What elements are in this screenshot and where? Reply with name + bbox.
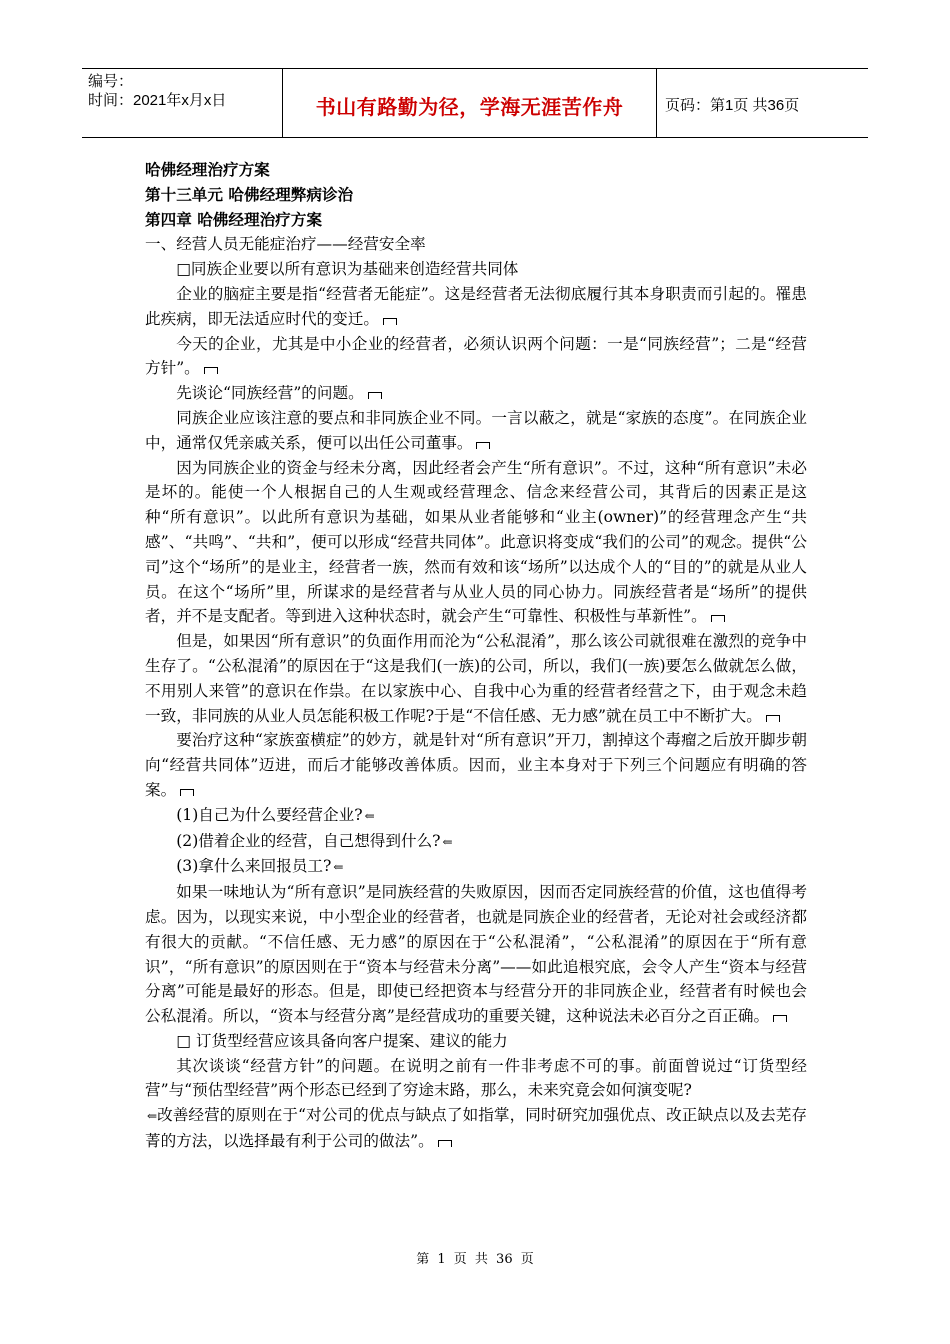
document-body: [145, 158, 807, 1154]
page-footer: 第 1 页 共 36 页: [416, 1252, 534, 1267]
paragraph-mark-icon: [766, 715, 780, 722]
document-title: 哈佛经理治疗方案: [145, 160, 270, 179]
header-motto-cell: [282, 69, 657, 137]
header-page-cell: [657, 69, 868, 137]
header-page-info: 页码：第1页 共36页: [665, 97, 800, 114]
paragraph: 今天的企业，尤其是中小企业的经营者，必须认识两个问题：一是“同族经营”；二是“经营方针”。: [145, 334, 807, 378]
line-break-icon: ⇐: [442, 834, 453, 849]
question-item: (2)借着企业的经营，自己想得到什么? ⇐: [176, 831, 453, 850]
paragraph: 如果一味地认为“所有意识”是同族经营的失败原因，因而否定同族经营的价值，这也值得考虑。因为，以现实来说，中小型企业的经营者，也就是同族企业的经营者，无论对社会或经济都有很大的贡献。“不信任感、无力感”的原因在于“公私混淆”，“公私混淆”的原因在于“所有意识”，“所有意识”的原因则在于“资本与经营未分离”——如此追根究底，会令人产生“资本与经营分离”可能是最好的形态。但是，即使已经把资本与经营分开的非同族企业，经营者有时候也会公私混淆。所以，“资本与经营分离”是经营成功的重要关键，这种说法未必百分之百正确。: [145, 883, 807, 1026]
subsection-order-business: □ 订货型经营应该具备向客户提案、建议的能力: [176, 1031, 508, 1050]
paragraph: 因为同族企业的资金与经未分离，因此经者会产生“所有意识”。不过，这种“所有意识”未必是坏的。能使一个人根据自己的人生观或经营理念、信念来经营公司，其背后的因素正是这种“所有意识”。以此所有意识为基础，如果从业者能够和“业主(owner)”的经营理念产生“共感”、“共鸣”、“共和”，便可以形成“经营共同体”。此意识将变成“我们的公司”的观念。提供“公司”这个“场所”的是业主，经营者一族，然而有效和该“场所”以达成个人的“目的”的就是从业人员。在这个“场所”里，所谋求的是经营者与从业人员的同心协力。同族经营者是“场所”的提供者，并不是支配者。等到进入这种状态时，就会产生“可靠性、积极性与革新性”。: [145, 458, 807, 626]
paragraph: 其次谈谈“经营方针”的问题。在说明之前有一件非考虑不可的事。前面曾说过“订货型经营”与“预估型经营”两个形态已经到了穷途末路，那么，未来究竟会如何演变呢? ⇐改善经营的原则在于“对公司的优点与缺点了如指掌，同时研究加强优点、改正缺点以及去芜存菁的方法，以选择最有利于公司的做法”。: [145, 1056, 807, 1151]
unit-heading: 第十三单元 哈佛经理弊病诊治: [145, 184, 354, 204]
paragraph: 但是，如果因“所有意识”的负面作用而沦为“公私混淆”，那么该公司就很难在激烈的竞争中生存了。“公私混淆”的原因在于“这是我们(一族)的公司，所以，我们(一族)要怎么做就怎么做，不用别人来管”的意识在作祟。在以家族中心、自我中心为重的经营者经营之下，由于观念未趋一致，非同族的从业人员怎能积极工作呢?于是“不信任感、无力感”就在员工中不断扩大。: [145, 632, 807, 725]
question-item: (1)自己为什么要经营企业? ⇐: [176, 805, 375, 824]
header-left-cell: [82, 69, 282, 137]
paragraph-mark-icon: [368, 392, 382, 399]
line-break-icon: ⇐: [333, 860, 344, 875]
page-header: [82, 68, 868, 138]
paragraph-mark-icon: [438, 1140, 452, 1147]
paragraph-mark-icon: [383, 318, 397, 325]
line-break-icon: ⇐: [364, 808, 375, 823]
document-date: 时间：2021年x月x日: [88, 92, 227, 109]
paragraph-mark-icon: [180, 789, 194, 796]
subsection-family-business: □同族企业要以所有意识为基础来创造经营共同体: [176, 260, 519, 279]
paragraph: 同族企业应该注意的要点和非同族企业不同。一言以蔽之，就是“家族的态度”。在同族企业中，通常仅凭亲戚关系，便可以出任公司董事。: [145, 408, 807, 452]
paragraph-mark-icon: [476, 442, 490, 449]
paragraph: 企业的脑症主要是指“经营者无能症”。这是经营者无法彻底履行其本身职责而引起的。罹患此疾病，即无法适应时代的变迁。: [145, 284, 807, 328]
header-motto: 书山有路勤为径，学海无涯苦作舟: [315, 95, 624, 119]
document-number-label: 编号：: [88, 73, 134, 90]
section-heading: 一、经营人员无能症治疗——经营安全率: [145, 235, 426, 254]
line-break-icon: ⇐: [147, 1109, 158, 1124]
paragraph: 先谈论“同族经营”的问题。: [145, 381, 807, 406]
paragraph-mark-icon: [204, 367, 218, 374]
chapter-heading: 第四章 哈佛经理治疗方案: [145, 209, 322, 229]
paragraph-mark-icon: [773, 1015, 787, 1022]
paragraph: 要治疗这种“家族蛮横症”的妙方，就是针对“所有意识”开刀，割掉这个毒瘤之后放开脚步朝向“经营共同体”迈进，而后才能够改善体质。因而，业主本身对于下列三个问题应有明确的答案。: [145, 731, 807, 799]
question-item: (3)拿什么来回报员工? ⇐: [176, 857, 344, 876]
paragraph-mark-icon: [711, 615, 725, 622]
